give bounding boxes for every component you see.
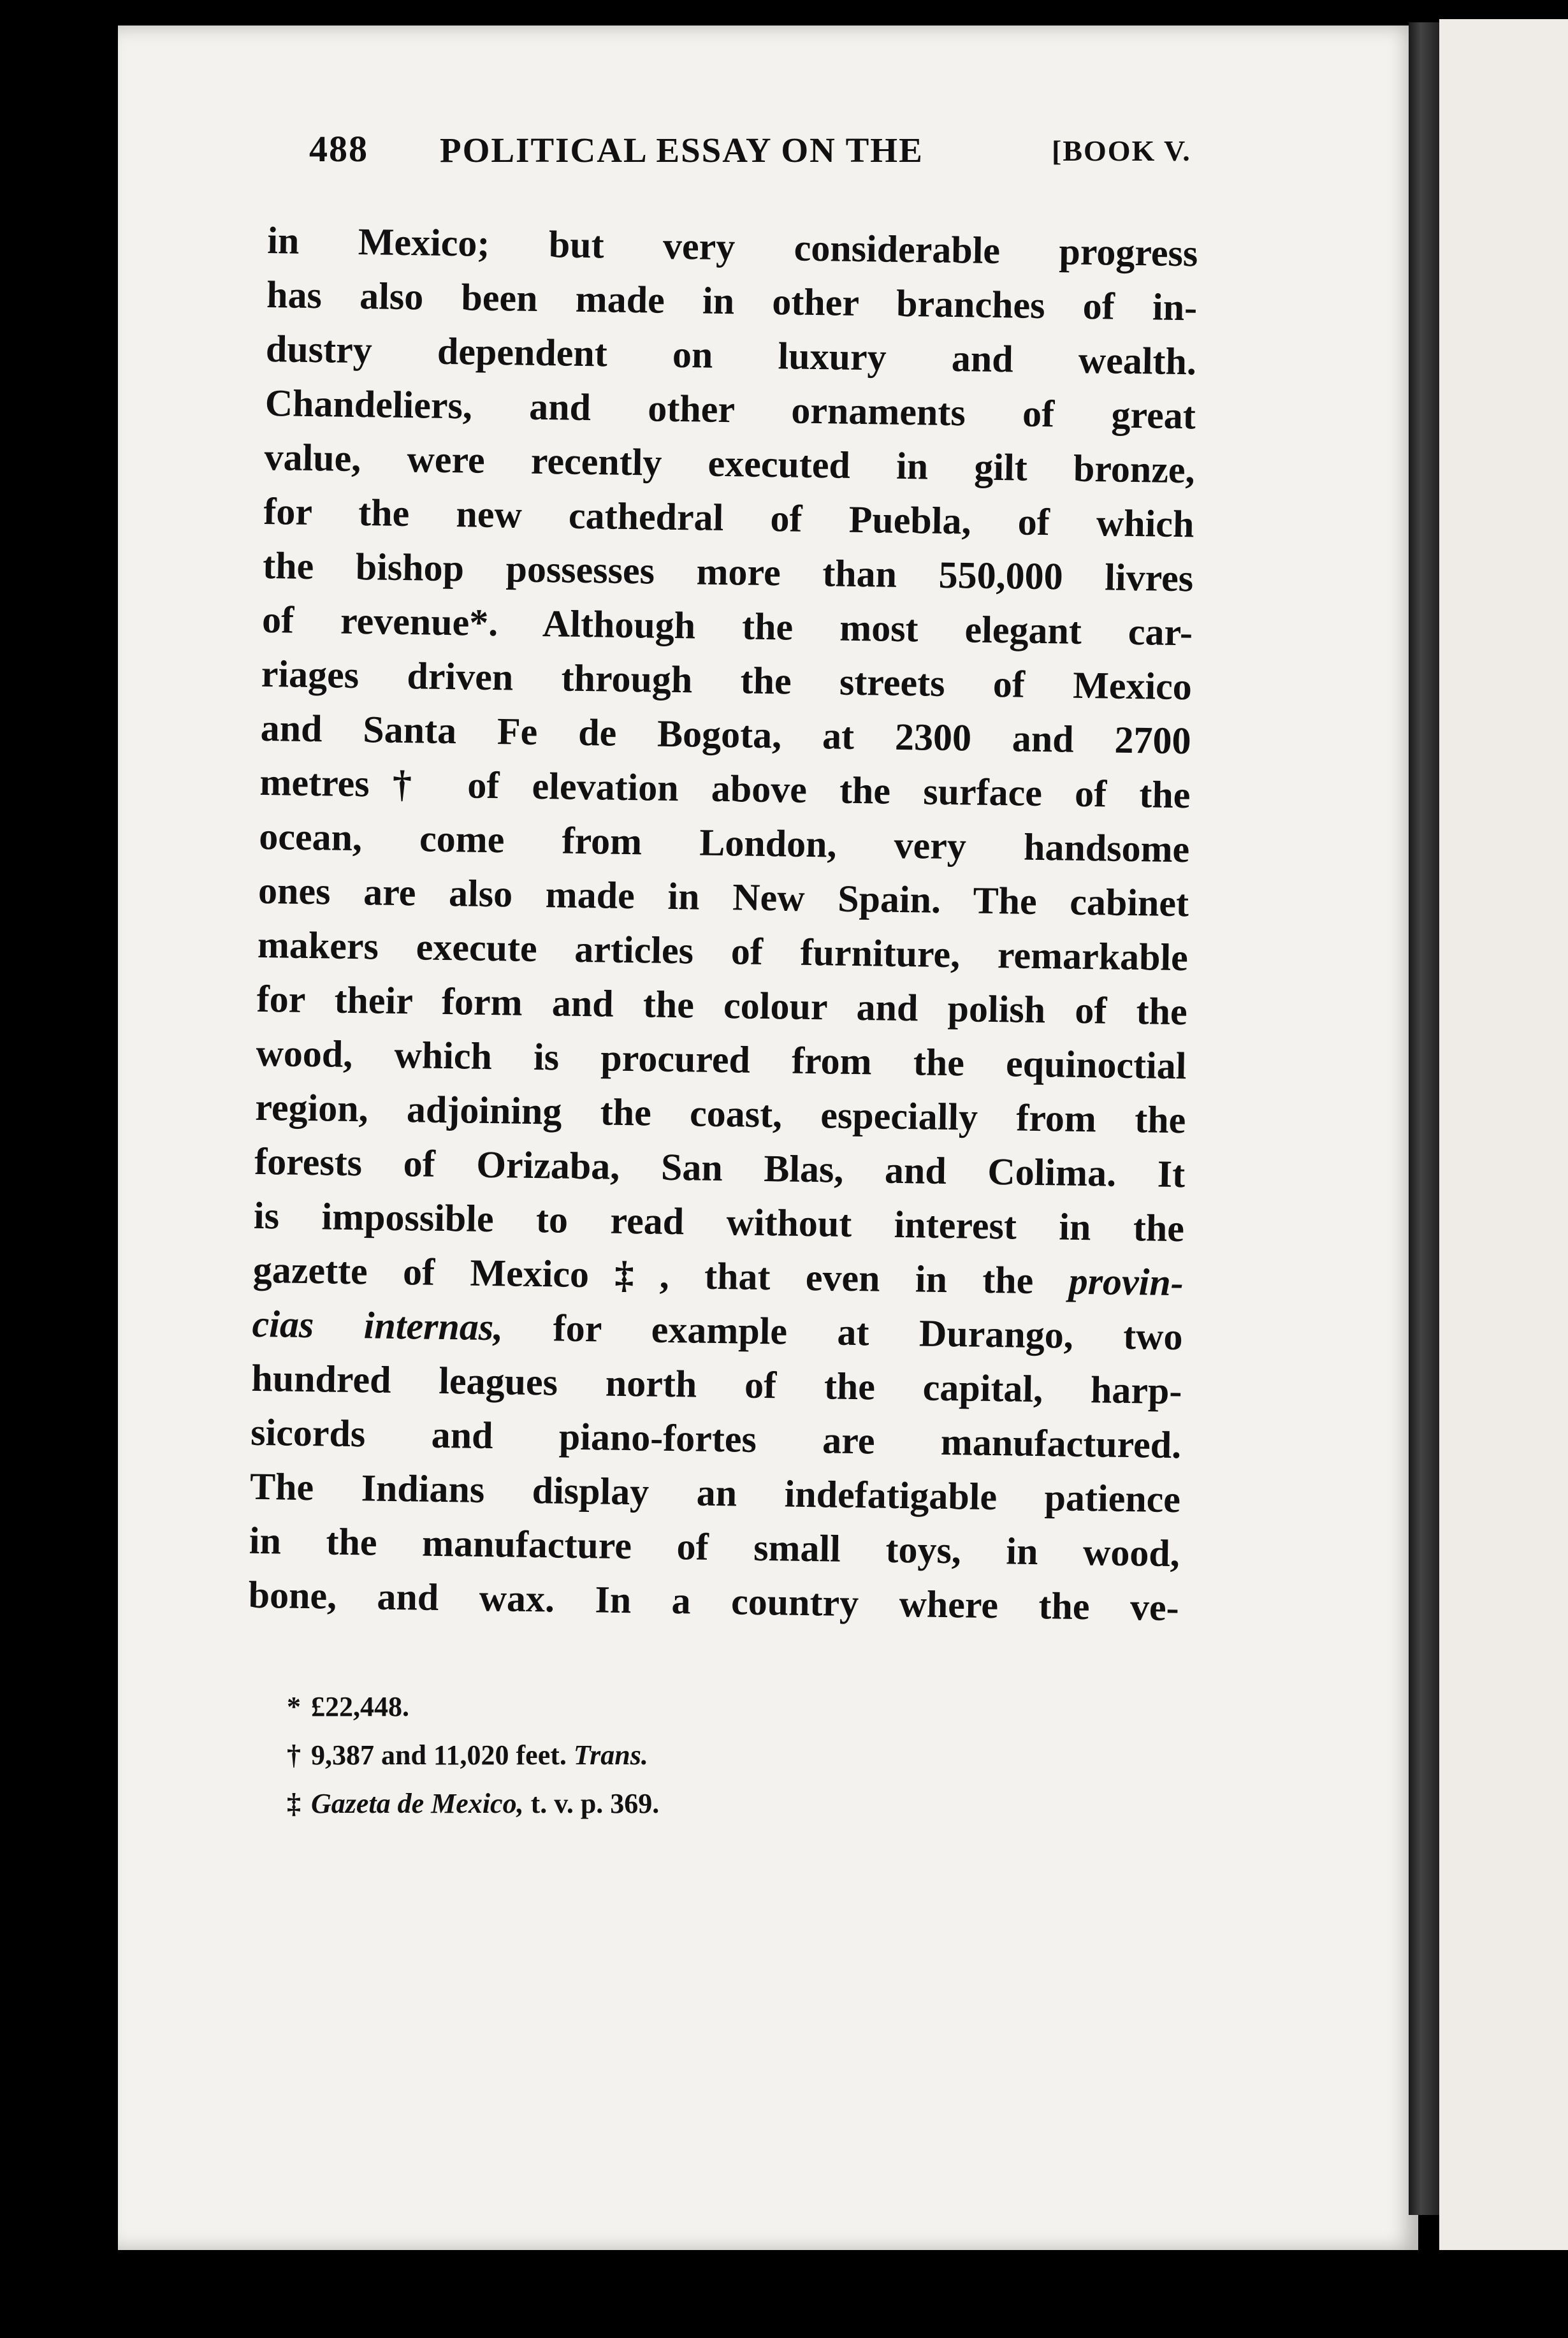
footnote-italic: Gazeta de Mexico,	[311, 1788, 524, 1819]
footnote-italic: Trans.	[573, 1739, 648, 1771]
italic-segment: cias internas,	[252, 1302, 504, 1349]
footnote-mark: *	[287, 1691, 301, 1722]
footnote-text: t. v. p. 369.	[523, 1788, 660, 1819]
text-line: for their form and the colour and polish of the	[256, 977, 1188, 1033]
footnote	[287, 1731, 1052, 1780]
text-line: sicords and piano-fortes are manufactured.	[250, 1411, 1182, 1467]
text-line: ocean, come from London, very handsome	[258, 815, 1190, 871]
running-title: POLITICAL ESSAY ON THE	[440, 131, 924, 170]
italic-segment: provin-	[1068, 1260, 1184, 1304]
text-line: is impossible to read without interest in the	[253, 1194, 1185, 1250]
text-line: value, were recently executed in gilt bronze,	[264, 435, 1195, 491]
footnote	[287, 1780, 1052, 1828]
text-segment: gazette of Mexico‡, that even in the	[252, 1248, 1034, 1302]
page-number: 488	[309, 128, 368, 170]
text-line: dustry dependent on luxury and wealth.	[265, 327, 1197, 383]
text-line: of revenue*. Although the most elegant car-	[261, 598, 1193, 654]
text-line: and Santa Fe de Bogota, at 2300 and 2700	[260, 706, 1192, 762]
text-line: ones are also made in New Spain. The cabinet	[258, 869, 1189, 925]
text-line: in Mexico; but very considerable progress	[266, 219, 1198, 275]
facing-page-edge	[1439, 19, 1568, 2250]
text-line: for the new cathedral of Puebla, of which	[263, 490, 1194, 546]
text-line: bone, and wax. In a country where the ve-	[248, 1573, 1180, 1629]
book-reference: [BOOK V.	[1052, 134, 1191, 167]
text-line: in the manufacture of small toys, in wood,	[249, 1519, 1180, 1575]
text-line: hundred leagues north of the capital, harp-	[251, 1356, 1182, 1412]
text-line: wood, which is procured from the equinoctial	[256, 1031, 1187, 1087]
text-line: riages driven through the streets of Mexico	[261, 652, 1193, 708]
text-line: has also been made in other branches of in-	[266, 273, 1198, 329]
text-line: The Indians display an indefatigable patience	[249, 1465, 1181, 1521]
footnote-mark: ‡	[287, 1788, 301, 1819]
footnote	[287, 1683, 1052, 1731]
text-segment: for example at Durango, two	[502, 1306, 1183, 1358]
text-line: region, adjoining the coast, especially from the	[254, 1086, 1186, 1142]
text-line: Chandeliers, and other ornaments of great	[265, 381, 1196, 437]
text-line: makers execute articles of furniture, remarkable	[257, 923, 1189, 979]
text-line: forests of Orizaba, San Blas, and Colima. It	[254, 1140, 1186, 1196]
text-line: metres† of elevation above the surface of the	[259, 760, 1191, 817]
body-text	[248, 214, 1198, 1635]
footnotes	[287, 1683, 1052, 1828]
footnote-text: £22,448.	[311, 1691, 409, 1722]
book-gutter	[1409, 22, 1439, 2215]
footnote-text: 9,387 and 11,020 feet.	[311, 1739, 574, 1771]
page-header	[188, 127, 1208, 191]
text-line: the bishop possesses more than 550,000 livres	[262, 544, 1194, 600]
footnote-mark: †	[287, 1739, 301, 1771]
